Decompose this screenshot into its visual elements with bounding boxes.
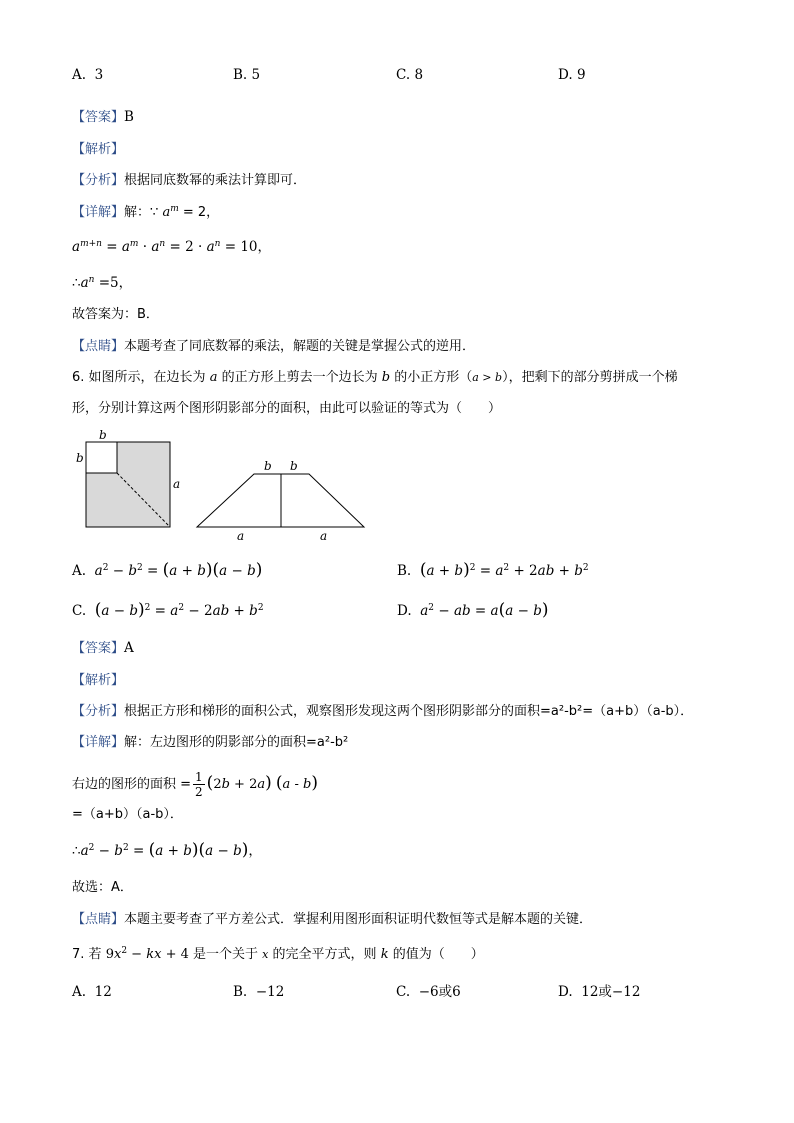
q6-option-d: D. $a^2$ − ab = a(a − b) bbox=[397, 600, 549, 620]
q6-stem-line2: 形，分别计算这两个图形阴影部分的面积，由此可以验证的等式为（ ） bbox=[72, 401, 502, 416]
q6-option-b: B. $(a + b)^2 = a^2 + 2ab + b^2$ bbox=[397, 560, 589, 580]
label-b-top: b bbox=[99, 428, 107, 442]
q5-xiangjie: 【详解】解：∵ $a^m = 2$， bbox=[72, 204, 220, 220]
q7-option-d: D. 12或−12 bbox=[558, 984, 641, 1000]
q6-therefore: $\therefore a^2 - b^2 = (a + b)(a - b)$， bbox=[72, 840, 262, 860]
q5-option-a: A. 3 bbox=[72, 67, 104, 83]
label-a-trap-1: a bbox=[237, 529, 245, 543]
q5-equation: $a^{m+n} = a^m \cdot a^n = 2 \cdot a^n = 10$， bbox=[72, 239, 272, 255]
q6-fenxi: 【分析】根据正方形和梯形的面积公式，观察图形发现这两个图形阴影部分的面积=a²-b²=（a+b）（a-b）． bbox=[72, 704, 694, 719]
q6-equals-line: =（a+b）（a-b）． bbox=[72, 807, 183, 822]
q6-right-area: 右边的图形的面积 = $\frac{1}{2}$ (2b + 2a) (a - b) bbox=[72, 770, 318, 799]
q6-answer: 【答案】A bbox=[72, 640, 134, 656]
q5-conclusion: 故答案为：B． bbox=[72, 307, 159, 322]
q6-figure bbox=[72, 426, 372, 546]
label-b-left: b bbox=[76, 451, 84, 465]
label-b-trap-1: b bbox=[264, 459, 272, 473]
label-b-trap-2: b bbox=[290, 459, 298, 473]
q5-jiexi: 【解析】 bbox=[72, 142, 125, 157]
q6-stem-line1: 6. 如图所示，在边长为 a 的正方形上剪去一个边长为 b 的小正方形（a > b），把剩下的部分剪拼成一个梯 bbox=[72, 370, 678, 385]
q6-conclusion: 故选：A． bbox=[72, 880, 133, 895]
q5-answer: 【答案】B bbox=[72, 109, 134, 125]
q7-stem: 7. 若 $9x^2$ − kx + 4 是一个关于 x 的完全平方式，则 k 的值为（ ） bbox=[72, 946, 484, 962]
q6-option-a: A. $a^2 - b^2 = (a + b)(a - b)$ bbox=[72, 560, 263, 580]
q7-option-a: A. 12 bbox=[72, 984, 112, 1000]
q5-option-b: B. 5 bbox=[233, 67, 261, 83]
q7-option-c: C. −6或6 bbox=[396, 984, 461, 1000]
small-square bbox=[86, 442, 117, 473]
q6-xiangjie: 【详解】解：左边图形的阴影部分的面积=a²-b² bbox=[72, 735, 349, 750]
q5-fenxi: 【分析】根据同底数幂的乘法计算即可． bbox=[72, 173, 307, 188]
q5-dianjing: 【点睛】本题考查了同底数幂的乘法，解题的关键是掌握公式的逆用． bbox=[72, 339, 476, 354]
q6-jiexi: 【解析】 bbox=[72, 673, 125, 688]
q5-option-c: C. 8 bbox=[396, 67, 424, 83]
q5-option-d: D. 9 bbox=[558, 67, 586, 83]
label-a-right: a bbox=[173, 477, 181, 491]
q6-option-c: C. $(a - b)^2 = a^2 - 2ab + b^2$ bbox=[72, 600, 264, 620]
q6-dianjing: 【点睛】本题主要考查了平方差公式．掌握利用图形面积证明代数恒等式是解本题的关键． bbox=[72, 912, 593, 927]
q7-option-b: B. −12 bbox=[233, 984, 285, 1000]
label-a-trap-2: a bbox=[320, 529, 328, 543]
q5-therefore: $\therefore a^n =5$， bbox=[72, 275, 133, 291]
